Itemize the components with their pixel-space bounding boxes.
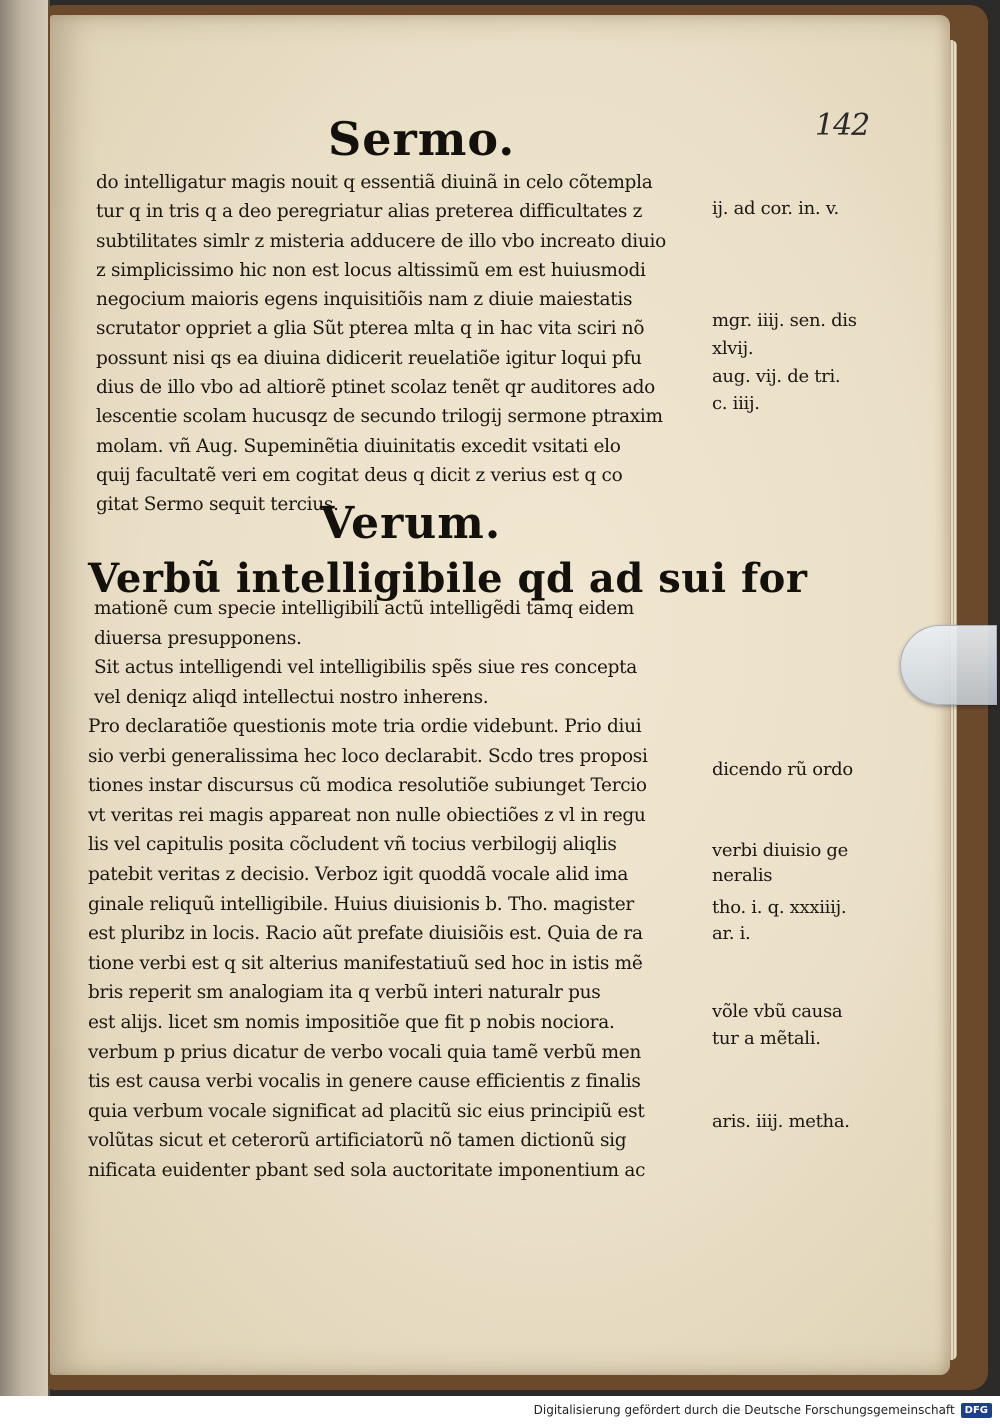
text-line: quij facultatẽ veri em cogitat deus q dicit z verius est q co [96,464,623,486]
margin-note: c. iiij. [712,393,760,414]
page-clip [900,625,997,705]
margin-note: mgr. iiij. sen. dis [712,310,857,331]
text-line: possunt nisi qs ea diuina didicerit reuelatiõe igitur loqui pfu [96,347,642,369]
text-line: ginale reliquũ intelligibile. Huius diuisionis b. Tho. magister [88,893,634,915]
text-line: vel deniqz aliqd intellectui nostro inherens. [94,686,489,708]
facing-page-edge [0,0,50,1400]
text-line: nificata euidenter pbant sed sola auctoritate imponentium ac [88,1159,646,1181]
text-line: gitat Sermo sequit tercius. [96,494,339,516]
text-line: vt veritas rei magis appareat non nulle obiectiões z vl in regu [88,804,646,826]
text-line: diuersa presupponens. [94,627,302,649]
text-line: dius de illo vbo ad altiorẽ ptinet scolaz tenẽt qr auditores ado [96,377,655,399]
margin-note: ij. ad cor. in. v. [712,198,839,219]
text-line: tis est causa verbi vocalis in genere cause efficientis z finalis [88,1071,641,1093]
dfg-logo: DFG [961,1403,992,1418]
text-line: quia verbum vocale significat ad placitũ sic eius principiũ est [88,1100,645,1122]
text-line: subtilitates simlr z misteria adducere de illo vbo increato diuio [96,230,666,252]
text-line: molam. vñ Aug. Supeminẽtia diuinitatis excedit vsitati elo [96,435,621,457]
text-block-body [88,712,708,1186]
text-line: est pluribz in locis. Racio aũt prefate diuisiõis est. Quia de ra [88,923,643,945]
text-line: lescentie scolam hucusqz de secundo trilogij sermone ptraxim [96,406,663,428]
text-line: patebit veritas z decisio. Verboz igit quoddã vocale alid ima [88,863,629,885]
text-line: tiones instar discursus cũ modica resolutiõe subiunget Tercio [88,775,647,797]
margin-note: võle vbũ causa [712,1001,843,1022]
text-line: negocium maioris egens inquisitiõis nam z diuie maiestatis [96,289,633,311]
text-line: Sit actus intelligendi vel intelligibilis spẽs siue res concepta [94,657,638,678]
margin-note: aris. iiij. metha. [712,1111,850,1132]
margin-note: ar. i. [712,923,751,944]
folio-number: 142 [815,108,870,143]
footer-bar [0,1396,1000,1424]
margin-note: tur a mẽtali. [712,1028,821,1049]
text-line: z simplicissimo hic non est locus altissimũ em est huiusmodi [96,259,646,281]
section-heading: Verum. [320,498,502,549]
question-heading: Verbũ intelligibile qd ad sui for [88,555,808,602]
text-line: scrutator oppriet a glia Sũt pterea mlta q in hac vita sciri nõ [96,318,645,340]
text-block-intro [96,168,706,520]
margin-note: xlvij. [712,338,754,359]
margin-note: neralis [712,865,773,886]
text-line: volũtas sicut et ceterorũ artificiatorũ nõ tamen dictionũ sig [88,1130,627,1152]
text-line: lis vel capitulis posita cõcludent vñ tocius verbilogij aliqlis [88,834,617,856]
text-line: tione verbi est q sit alterius manifestatiuũ sed hoc in istis mẽ [88,952,643,974]
margin-note: verbi diuisio ge [712,840,848,861]
text-line: est alijs. licet sm nomis impositiõe que fit p nobis nociora. [88,1011,615,1033]
text-line: verbum p prius dicatur de verbo vocali quia tamẽ verbũ men [88,1041,642,1063]
text-line: do intelligatur magis nouit q essentiã diuinã in celo cõtempla [96,172,653,193]
running-head: Sermo. [328,112,516,166]
text-line: bris reperit sm analogiam ita q verbũ interi naturalr pus [88,982,601,1004]
funding-credit: Digitalisierung gefördert durch die Deutsche Forschungsgemeinschaft [533,1403,955,1417]
text-block-question [94,594,704,712]
margin-note: aug. vij. de tri. [712,366,841,387]
text-line: tur q in tris q a deo peregriatur alias preterea difficultates z [96,201,643,223]
text-line: Pro declaratiõe questionis mote tria ordie videbunt. Prio diui [88,716,642,737]
text-line: sio verbi generalissima hec loco declarabit. Scdo tres proposi [88,745,648,767]
text-line: mationẽ cum specie intelligibili actũ intelligẽdi tamq eidem [94,598,635,619]
margin-note: tho. i. q. xxxiiij. [712,897,847,918]
margin-note: dicendo rũ ordo [712,759,853,780]
